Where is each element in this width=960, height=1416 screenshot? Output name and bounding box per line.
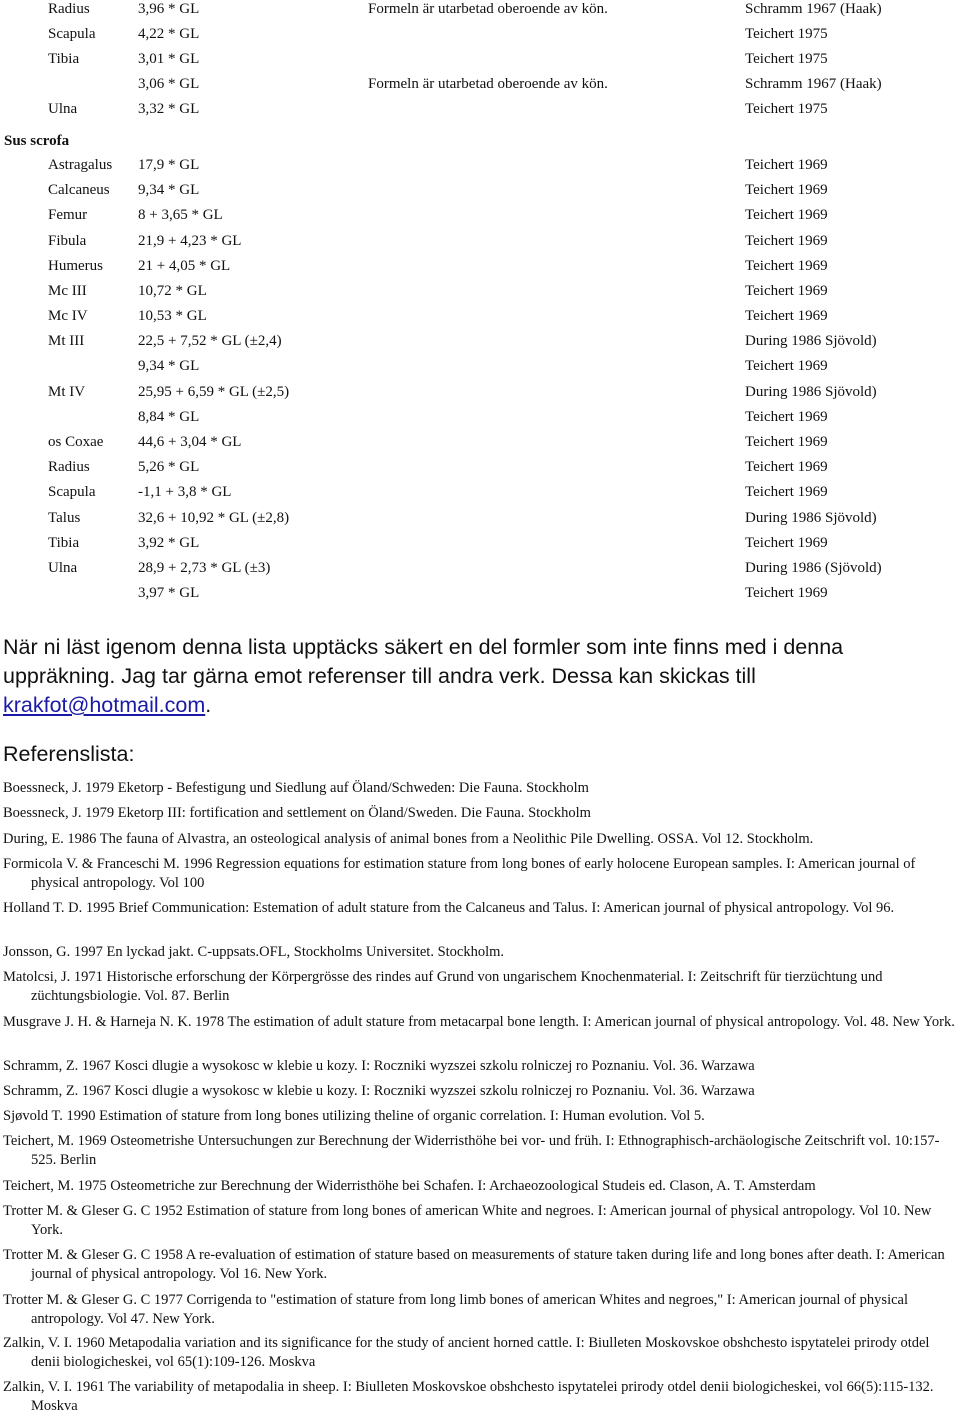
reference-cell: Teichert 1975 [745, 101, 828, 117]
bone-cell: Mt III [48, 333, 85, 349]
bone-cell: Fibula [48, 233, 87, 249]
reference-item: Boessneck, J. 1979 Eketorp III: fortification and settlement on Öland/Sweden. Die Fauna. Stockholm [3, 805, 591, 821]
table-row [0, 458, 960, 483]
bone-cell: Humerus [48, 258, 103, 274]
formula-cell: 17,9 * GL [138, 157, 200, 173]
reference-cell: Teichert 1969 [745, 258, 828, 274]
reference-item: Schramm, Z. 1967 Kosci dlugie a wysokosc w klebie u kozy. I: Roczniki wyzszei szkolu rolniczej ro Poznaniu. Vol. 36. Warzawa [3, 1083, 755, 1099]
table-row [0, 357, 960, 382]
formula-cell: 10,72 * GL [138, 283, 207, 299]
reference-cell: Teichert 1969 [745, 459, 828, 475]
formula-cell: 21 + 4,05 * GL [138, 258, 231, 274]
formula-cell: 3,92 * GL [138, 535, 200, 551]
references-heading: Referenslista: [3, 742, 135, 766]
reference-item: Musgrave J. H. & Harneja N. K. 1978 The estimation of adult stature from metacarpal bone length. I: American journal of physical antropology. Vol. 48. New York. [3, 1014, 955, 1030]
formula-cell: 3,01 * GL [138, 51, 200, 67]
formula-cell: 3,32 * GL [138, 101, 200, 117]
reference-item: Jonsson, G. 1997 En lyckad jakt. C-uppsats.OFL, Stockholms Universitet. Stockholm. [3, 944, 505, 960]
reference-item: Holland T. D. 1995 Brief Communication: Estemation of adult stature from the Calcaneus and Talus. I: American journal of physical antropology. Vol 96. [3, 900, 895, 916]
reference-cell: Teichert 1969 [745, 434, 828, 450]
bone-cell: Radius [48, 1, 90, 17]
reference-cell: Schramm 1967 (Haak) [745, 1, 882, 17]
reference-cell: Teichert 1969 [745, 535, 828, 551]
bone-cell: Mt IV [48, 384, 86, 400]
formula-cell: 25,95 + 6,59 * GL (±2,5) [138, 384, 290, 400]
formula-cell: 8 + 3,65 * GL [138, 207, 223, 223]
note-cell: Formeln är utarbetad oberoende av kön. [368, 76, 608, 92]
table-row [0, 257, 960, 282]
formula-cell: -1,1 + 3,8 * GL [138, 484, 232, 500]
table-row [0, 100, 960, 125]
reference-cell: During 1986 Sjövold) [745, 510, 877, 526]
bone-cell: Radius [48, 459, 90, 475]
table-row [0, 332, 960, 357]
reference-item: Trotter M. & Gleser G. C 1958 A re-evaluation of estimation of stature based on measurements of stature taken during life and long bones after death. I: American journal of physical antropology. Vol 16. New York. [3, 1247, 945, 1282]
reference-item: Zalkin, V. I. 1961 The variability of metapodalia in sheep. I: Biulleten Moskovskoe obshchesto ispytatelei prirody otdel denii biologicheskei, vol 66(5):115-132. Moskva [3, 1379, 934, 1414]
table-row [0, 75, 960, 100]
email-link[interactable]: krakfot@hotmail.com [3, 693, 206, 717]
formula-cell: 3,97 * GL [138, 585, 200, 601]
bone-cell: Astragalus [48, 157, 113, 173]
bone-cell: Ulna [48, 560, 78, 576]
reference-item: Trotter M. & Gleser G. C 1952 Estimation of stature from long bones of american White and negroes. I: American journal of physical antropology. Vol 10. New York. [3, 1203, 932, 1238]
table-row [0, 433, 960, 458]
table-row [0, 584, 960, 609]
formula-cell: 21,9 + 4,23 * GL [138, 233, 242, 249]
table-row [0, 156, 960, 181]
bone-cell: Femur [48, 207, 88, 223]
formula-cell: 10,53 * GL [138, 308, 207, 324]
reference-cell: Teichert 1969 [745, 484, 828, 500]
reference-cell: Schramm 1967 (Haak) [745, 76, 882, 92]
formula-cell: 9,34 * GL [138, 182, 200, 198]
bone-cell: os Coxae [48, 434, 104, 450]
table-row [0, 534, 960, 559]
reference-item: Sjøvold T. 1990 Estimation of stature from long bones utilizing theline of organic correlation. I: Human evolution. Vol 5. [3, 1108, 705, 1124]
formula-cell: 8,84 * GL [138, 409, 200, 425]
table-row [0, 282, 960, 307]
formula-cell: 3,96 * GL [138, 1, 200, 17]
reference-item: Teichert, M. 1975 Osteometriche zur Berechnung der Widerristhöhe bei Schafen. I: Archaeozoological Studeis ed. Clason, A. T. Amsterdam [3, 1178, 816, 1194]
formula-cell: 22,5 + 7,52 * GL (±2,4) [138, 333, 282, 349]
reference-item: During, E. 1986 The fauna of Alvastra, an osteological analysis of animal bones from a Neolithic Pile Dwelling. OSSA. Vol 12. Stockholm. [3, 831, 814, 847]
formula-cell: 4,22 * GL [138, 26, 200, 42]
reference-item: Zalkin, V. I. 1960 Metapodalia variation and its significance for the study of ancient horned cattle. I: Biulleten Moskovskoe obshchesto ispytatelei prirody otdel denii biologicheskei, vol 65(1):109-126. Moskva [3, 1335, 930, 1370]
bone-cell: Mc IV [48, 308, 88, 324]
bone-cell: Tibia [48, 51, 80, 67]
table-row [0, 307, 960, 332]
reference-cell: Teichert 1969 [745, 409, 828, 425]
bone-cell: Ulna [48, 101, 78, 117]
reference-cell: Teichert 1975 [745, 26, 828, 42]
reference-item: Matolcsi, J. 1971 Historische erforschung der Körpergrösse des rindes auf Grund von ungarischem Knochenmaterial. I: Zeitschrift für tierzüchtung und züchtungsbiologie. Vol. 87. Berlin [3, 969, 883, 1004]
closing-text: När ni läst igenom denna lista upptäcks säkert en del formler som inte finns med i denna uppräkning. Jag tar gärna emot referenser till andra verk. Dessa kan skickas till [3, 635, 844, 688]
bone-cell: Scapula [48, 484, 96, 500]
reference-cell: Teichert 1969 [745, 182, 828, 198]
species-heading: Sus scrofa [4, 133, 70, 149]
bone-cell: Calcaneus [48, 182, 110, 198]
closing-text-end: . [205, 693, 212, 717]
formula-cell: 32,6 + 10,92 * GL (±2,8) [138, 510, 290, 526]
reference-cell: Teichert 1969 [745, 358, 828, 374]
formula-cell: 44,6 + 3,04 * GL [138, 434, 242, 450]
bone-cell: Scapula [48, 26, 96, 42]
note-cell: Formeln är utarbetad oberoende av kön. [368, 1, 608, 17]
bone-cell: Talus [48, 510, 81, 526]
table-row [0, 509, 960, 534]
reference-item: Trotter M. & Gleser G. C 1977 Corrigenda to "estimation of stature from long limb bones of american Whites and negroes," I: American journal of physical antropology. Vol 47. New York. [3, 1292, 909, 1327]
table-row [0, 206, 960, 231]
reference-cell: Teichert 1969 [745, 207, 828, 223]
table-row [0, 559, 960, 584]
table-row [0, 0, 960, 25]
bone-cell: Mc III [48, 283, 87, 299]
reference-cell: During 1986 Sjövold) [745, 384, 877, 400]
reference-item: Teichert, M. 1969 Osteometrishe Untersuchungen zur Berechnung der Widerristhöhe bei vor- und früh. I: Ethnographisch-archäologische Zeitschrift vol. 10:157-525. Berlin [3, 1133, 940, 1168]
formula-cell: 28,9 + 2,73 * GL (±3) [138, 560, 271, 576]
table-row [0, 232, 960, 257]
table-row [0, 483, 960, 508]
reference-cell: Teichert 1969 [745, 233, 828, 249]
reference-item: Schramm, Z. 1967 Kosci dlugie a wysokosc w klebie u kozy. I: Roczniki wyzszei szkolu rolniczej ro Poznaniu. Vol. 36. Warzawa [3, 1058, 755, 1074]
formula-cell: 3,06 * GL [138, 76, 200, 92]
reference-cell: Teichert 1969 [745, 308, 828, 324]
reference-cell: During 1986 Sjövold) [745, 333, 877, 349]
reference-cell: Teichert 1969 [745, 157, 828, 173]
reference-cell: Teichert 1969 [745, 283, 828, 299]
reference-cell: During 1986 (Sjövold) [745, 560, 882, 576]
table-row [0, 50, 960, 75]
table-row [0, 25, 960, 50]
reference-item: Formicola V. & Franceschi M. 1996 Regression equations for estimation stature from long bones of early holocene European samples. I: American journal of physical antropology. Vol 100 [3, 856, 916, 891]
table-row [0, 408, 960, 433]
closing-paragraph [3, 633, 943, 720]
reference-cell: Teichert 1975 [745, 51, 828, 67]
table-row [0, 383, 960, 408]
formula-cell: 9,34 * GL [138, 358, 200, 374]
table-row [0, 181, 960, 206]
bone-cell: Tibia [48, 535, 80, 551]
reference-cell: Teichert 1969 [745, 585, 828, 601]
formula-cell: 5,26 * GL [138, 459, 200, 475]
reference-item: Boessneck, J. 1979 Eketorp - Befestigung und Siedlung auf Öland/Schweden: Die Fauna. Stockholm [3, 780, 589, 796]
